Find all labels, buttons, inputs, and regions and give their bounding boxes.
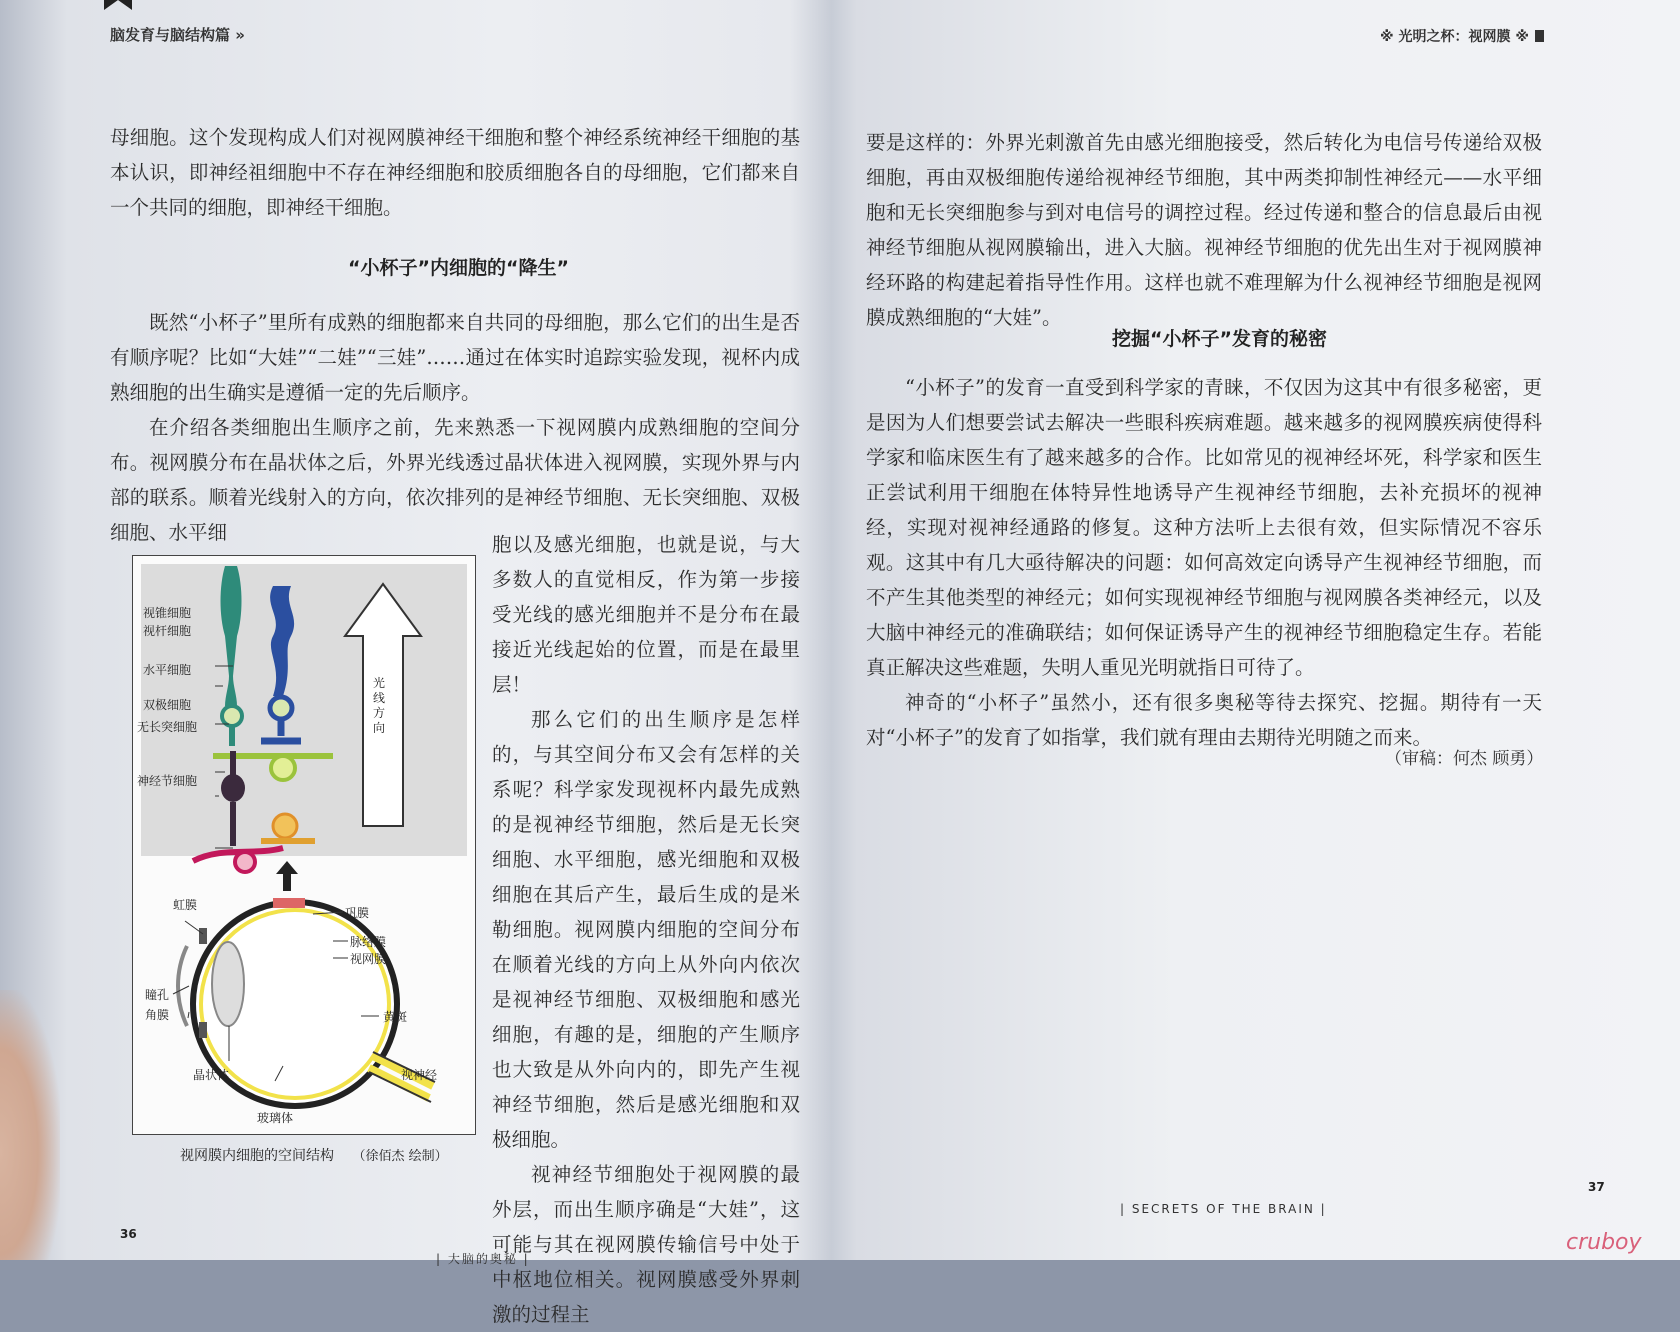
label-retina: 视网膜 xyxy=(350,952,387,966)
right-footer: | SECRETS OF THE BRAIN | xyxy=(1120,1202,1327,1216)
right-para-1 xyxy=(866,125,1542,335)
right-para-2 xyxy=(866,370,1542,755)
bipolar-cell-icon xyxy=(221,774,245,802)
left-page-number: 36 xyxy=(120,1227,137,1241)
rod-nucleus xyxy=(270,697,292,719)
left-para-1 xyxy=(110,120,800,225)
label-sclera: 巩膜 xyxy=(345,906,370,920)
cone-cell-icon xyxy=(221,566,242,706)
retina-figure xyxy=(132,555,476,1135)
left-para-2-text: 既然“小杯子”里所有成熟的细胞都来自共同的母细胞，那么它们的出生是否有顺序呢？比如“大娃”“二娃”“三娃”……通过在体实时追踪实验发现，视杯内成熟细胞的出生确实是遵循一定的先后顺序。 xyxy=(110,311,800,404)
watermark: cruboy xyxy=(1566,1230,1642,1255)
header-square-icon xyxy=(1535,30,1544,42)
left-column-para-2: 那么它们的出生顺序是怎样的，与其空间分布又会有怎样的关系呢？科学家发现视杯内最先成熟的是视神经节细胞，然后是无长突细胞、水平细胞，感光细胞和双极细胞在其后产生，最后生成的是米勒细胞。视网膜内细胞的空间分布在顺着光线的方向上从外向内依次是视神经节细胞、双极细胞和感光细胞，有趣的是，细胞的产生顺序也大致是从外向内的，即先产生视神经节细胞，然后是感光细胞和双极细胞。 xyxy=(492,708,800,1151)
fovea-marker xyxy=(273,898,305,908)
figure-credit: （徐佰杰 绘制） xyxy=(352,1149,448,1164)
amacrine-cell-icon xyxy=(273,814,297,838)
label-rod: 视杆细胞 xyxy=(143,624,192,638)
left-footer: | 大脑的奥秘 | xyxy=(436,1252,530,1266)
left-para-2 xyxy=(110,305,800,550)
label-vitreous: 玻璃体 xyxy=(257,1111,294,1125)
label-pupil: 瞳孔 xyxy=(145,988,170,1002)
ganglion-cell-icon xyxy=(235,852,255,872)
label-lens: 晶状体 xyxy=(193,1068,230,1082)
retina-diagram xyxy=(133,556,475,1134)
label-bipolar: 双极细胞 xyxy=(143,698,192,712)
cornea-icon xyxy=(178,946,187,1026)
label-light-direction: 光线方向 xyxy=(373,676,386,735)
label-iris: 虹膜 xyxy=(173,898,198,912)
bookmark-ribbon xyxy=(104,0,132,10)
right-header-text: ※ 光明之杯：视网膜 ※ xyxy=(1380,29,1529,45)
label-cone: 视锥细胞 xyxy=(143,606,192,620)
label-ganglion: 神经节细胞 xyxy=(137,774,198,788)
left-para-1-text: 母细胞。这个发现构成人们对视网膜神经干细胞和整个神经系统神经干细胞的基本认识，即神经祖细胞中不存在神经细胞和胶质细胞各自的母细胞，它们都来自一个共同的细胞，即神经干细胞。 xyxy=(110,126,800,219)
label-cornea: 角膜 xyxy=(145,1008,170,1022)
rod-cell-icon xyxy=(270,586,294,696)
horizontal-cell-icon xyxy=(271,756,295,780)
left-column-para-1: 胞以及感光细胞，也就是说，与大多数人的直觉相反，作为第一步接受光线的感光细胞并不是分布在最接近光线起始的位置，而是在最里层！ xyxy=(492,533,800,696)
lens-icon xyxy=(212,942,244,1026)
right-para-3-text: 神奇的“小杯子”虽然小，还有很多奥秘等待去探究、挖掘。期待有一天对“小杯子”的发育了如指掌，我们就有理由去期待光明随之而来。 xyxy=(866,691,1542,749)
small-up-arrow xyxy=(276,861,298,891)
right-para-1-text: 要是这样的：外界光刺激首先由感光细胞接受，然后转化为电信号传递给双极细胞，再由双极细胞传递给视神经节细胞，其中两类抑制性神经元——水平细胞和无长突细胞参与到对电信号的调控过程。经过传递和整合的信息最后由视神经节细胞从视网膜输出，进入大脑。视神经节细胞的优先出生对于视网膜神经环路的构建起着指导性作用。这样也就不难理解为什么视神经节细胞是视网膜成熟细胞的“大娃”。 xyxy=(866,131,1542,329)
reviewer-credit: （审稿：何杰 顾勇） xyxy=(1385,749,1544,769)
right-running-header xyxy=(1380,26,1544,46)
figure-caption-text: 视网膜内细胞的空间结构 xyxy=(180,1148,334,1164)
right-page xyxy=(840,0,1670,1260)
label-horizontal: 水平细胞 xyxy=(143,663,192,677)
left-para-3-text: 在介绍各类细胞出生顺序之前，先来熟悉一下视网膜内成熟细胞的空间分布。视网膜分布在晶状体之后，外界光线透过晶状体进入视网膜，实现外界与内部的联系。顺着光线射入的方向，依次排列的是神经节细胞、无长突细胞、双极细胞、水平细 xyxy=(110,416,800,544)
right-para-2-text: “小杯子”的发育一直受到科学家的青睐，不仅因为这其中有很多秘密，更是因为人们想要尝试去解决一些眼科疾病难题。越来越多的视网膜疾病使得科学家和临床医生有了越来越多的合作。比如常见的视神经坏死，科学家和医生正尝试利用干细胞在体特异性地诱导产生视神经节细胞，去补充损坏的视神经，实现对视神经通路的修复。这种方法听上去很有效，但实际情况不容乐观。这其中有几大亟待解决的问题：如何高效定向诱导产生视神经节细胞，而不产生其他类型的神经元；如何实现视神经节细胞与视网膜各类神经元，以及大脑中神经元的准确联结；如何保证诱导产生的视神经节细胞稳定生存。若能真正解决这些难题，失明人重见光明就指日可待了。 xyxy=(866,376,1542,679)
figure-caption xyxy=(180,1145,448,1165)
left-running-header: 脑发育与脑结构篇 » xyxy=(110,26,245,44)
label-optic-nerve: 视神经 xyxy=(401,1068,438,1082)
label-amacrine: 无长突细胞 xyxy=(137,720,198,734)
right-section-heading: 挖掘“小杯子”发育的秘密 xyxy=(1112,328,1327,350)
rod-terminal xyxy=(261,719,301,741)
label-macula: 黄斑 xyxy=(383,1010,408,1024)
cone-nucleus xyxy=(222,706,242,726)
right-page-number: 37 xyxy=(1588,1180,1605,1194)
left-column-para-3: 视神经节细胞处于视网膜的最外层，而出生顺序确是“大娃”，这可能与其在视网膜传输信号中处于中枢地位相关。视网膜感受外界刺激的过程主 xyxy=(492,1163,800,1326)
left-section-heading: “小杯子”内细胞的“降生” xyxy=(348,257,569,279)
label-choroid: 脉络膜 xyxy=(350,935,387,949)
left-column-text xyxy=(492,527,800,1332)
